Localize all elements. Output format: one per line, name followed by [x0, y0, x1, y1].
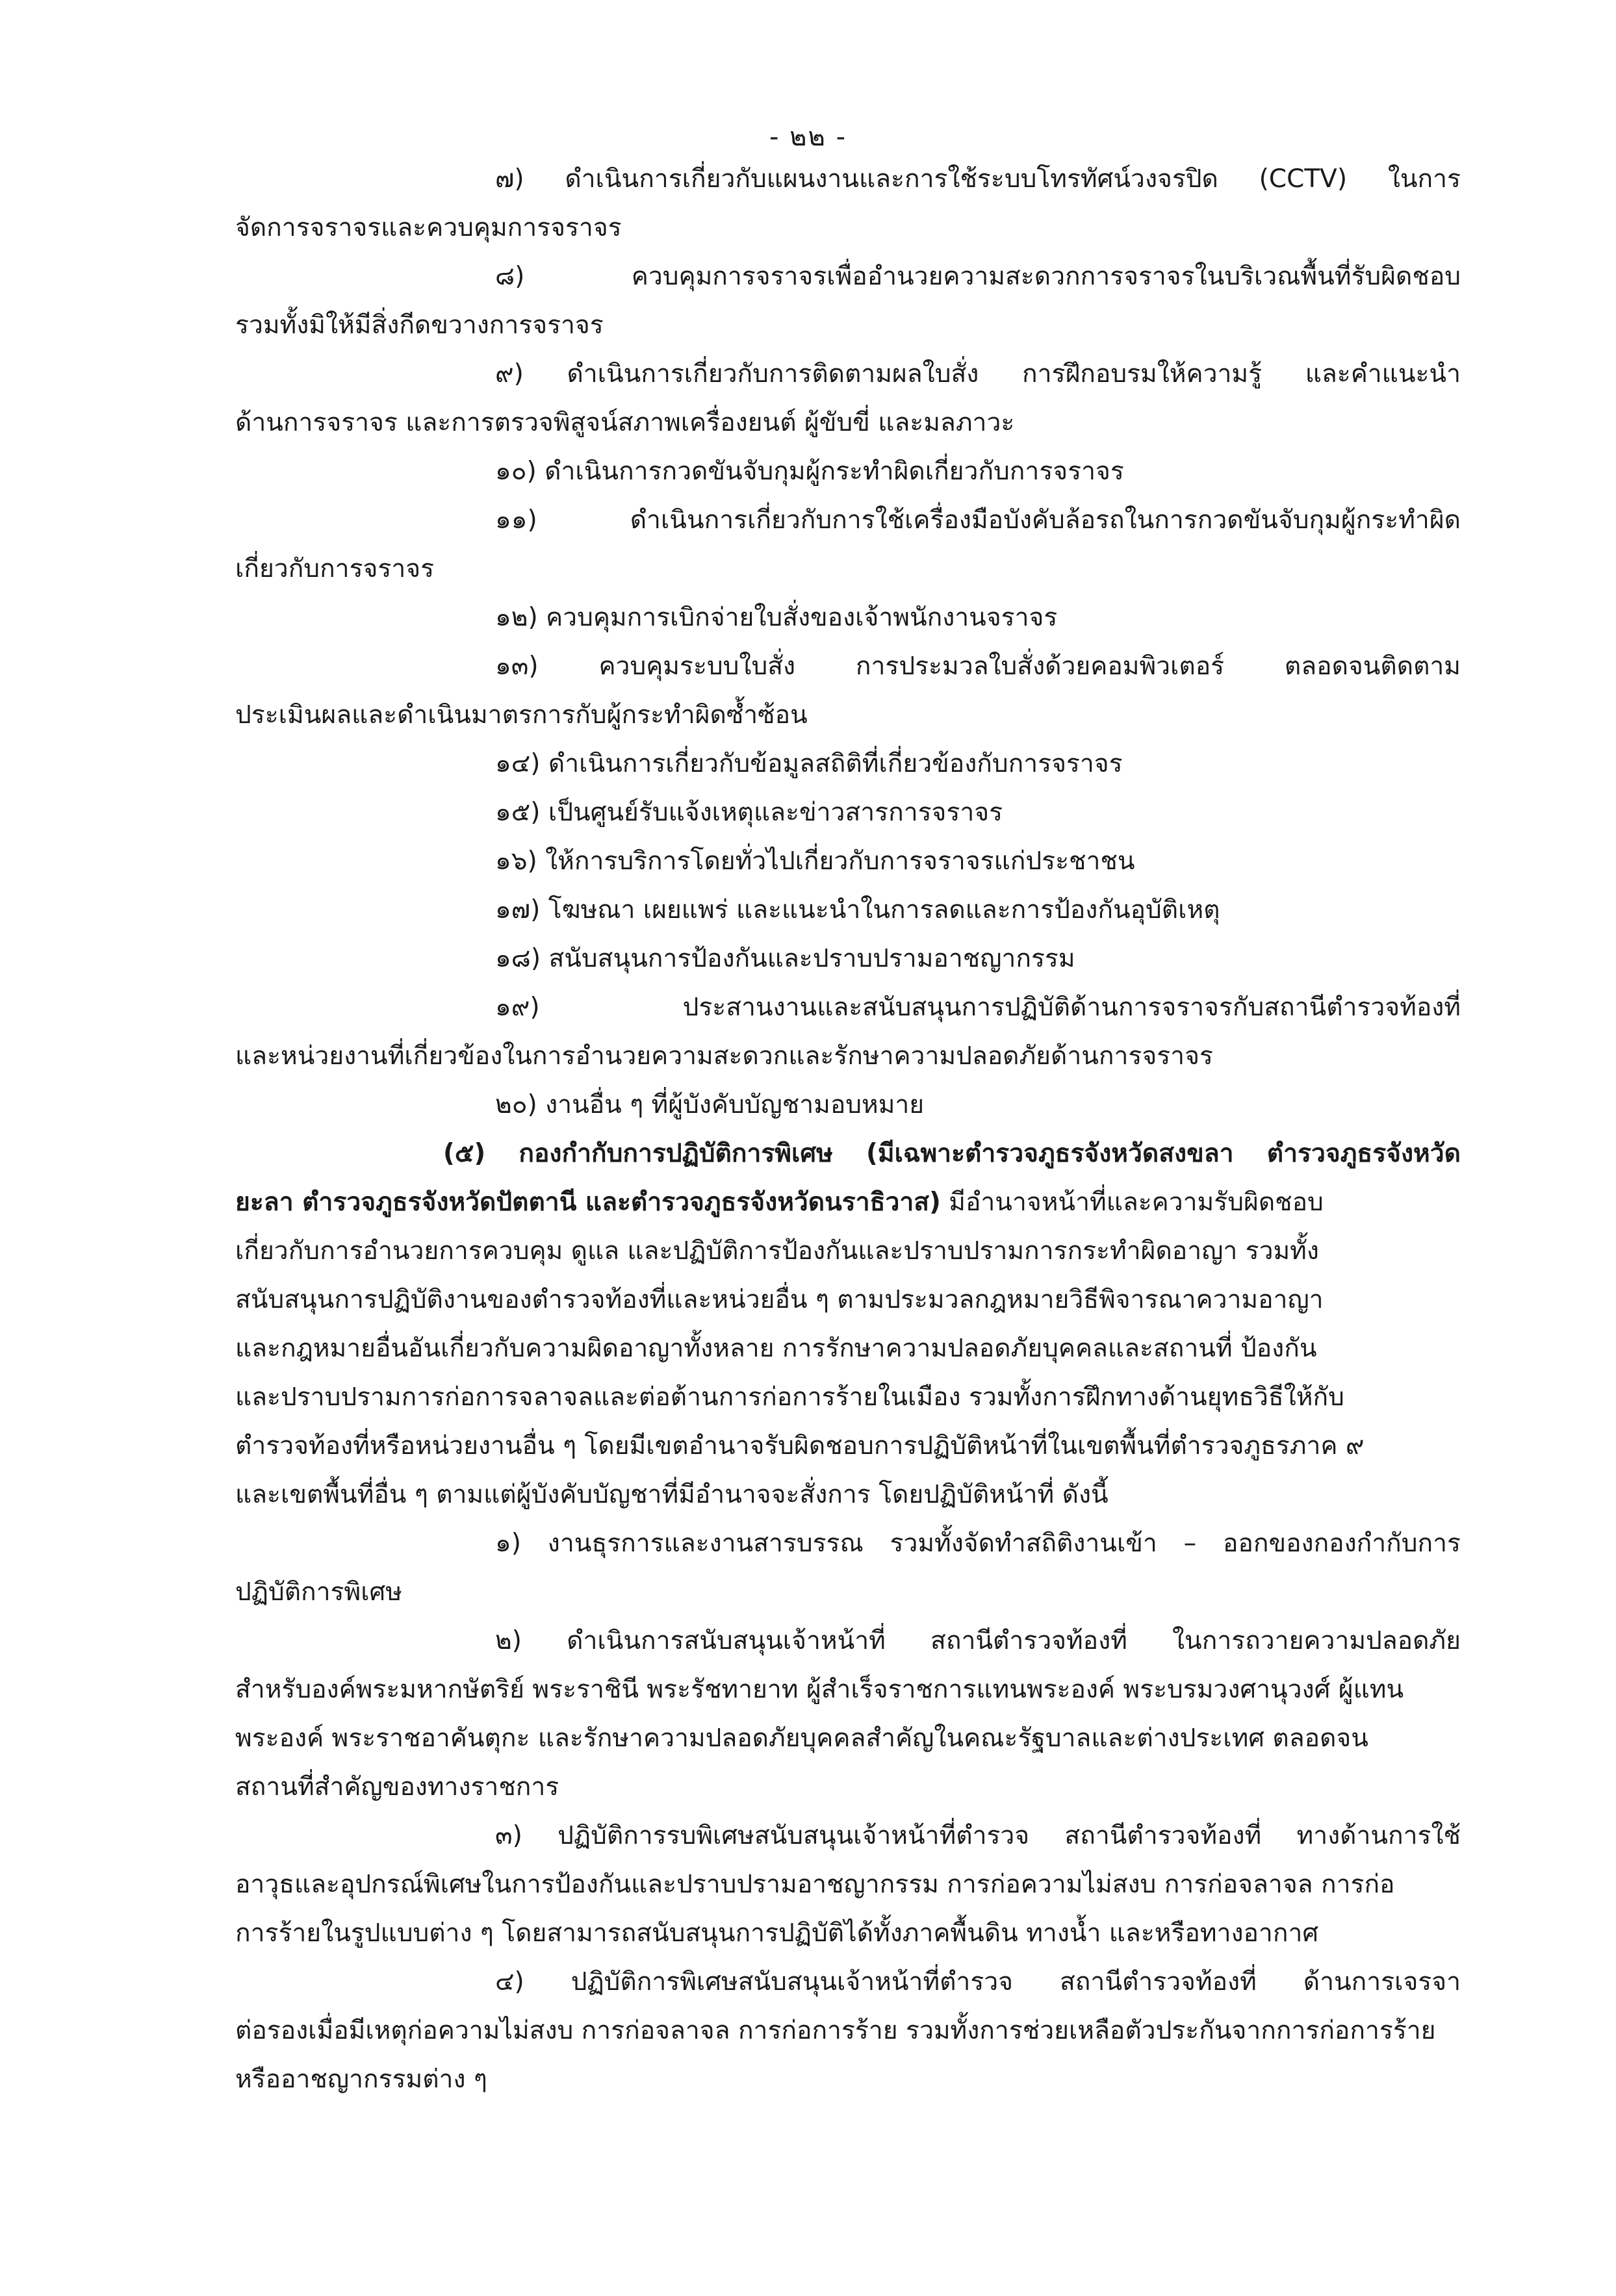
item-continuation: และหน่วยงานที่เกี่ยวข้องในการอำนวยความสะดวกและรักษาความปลอดภัยด้านการจราจร: [235, 1041, 1213, 1071]
item-text: ๙) ดำเนินการเกี่ยวกับการติดตามผลใบสั่ง การฝึกอบรมให้ความรู้ และคำแนะนำ: [495, 359, 1461, 389]
item-text: ๑๒) ควบคุมการเบิกจ่ายใบสั่งของเจ้าพนักงานจราจร: [495, 603, 1058, 632]
item-continuation: ปฏิบัติการพิเศษ: [235, 1577, 402, 1607]
section-description-line: สนับสนุนการปฏิบัติงานของตำรวจท้องที่และหน่วยอื่น ๆ ตามประมวลกฎหมายวิธีพิจารณาความอาญา: [235, 1285, 1324, 1314]
document-body: [235, 155, 1461, 2104]
item-text: ๑๘) สนับสนุนการป้องกันและปราบปรามอาชญากรรม: [495, 944, 1075, 973]
item-text: ๑๗) โฆษณา เผยแพร่ และแนะนำในการลดและการป้องกันอุบัติเหตุ: [495, 895, 1220, 925]
section-description-line: ตำรวจท้องที่หรือหน่วยงานอื่น ๆ โดยมีเขตอำนาจรับผิดชอบการปฏิบัติหน้าที่ในเขตพื้นที่ตำรวจภูธรภาค ๙: [235, 1431, 1365, 1461]
section-heading-line2: [235, 1178, 1461, 1227]
section-description-line: และเขตพื้นที่อื่น ๆ ตามแต่ผู้บังคับบัญชาที่มีอำนาจจะสั่งการ โดยปฏิบัติหน้าที่ ดังนี้: [235, 1480, 1109, 1509]
list-item: [235, 350, 1461, 447]
item-text: ๑๐) ดำเนินการกวดขันจับกุมผู้กระทำผิดเกี่ยวกับการจราจร: [495, 457, 1124, 486]
list-item: [235, 1080, 1461, 1129]
list-item: [235, 252, 1461, 350]
item-continuation: จัดการจราจรและควบคุมการจราจร: [235, 213, 622, 242]
item-text: ๗) ดำเนินการเกี่ยวกับแผนงานและการใช้ระบบโทรทัศน์วงจรปิด (CCTV) ในการ: [495, 164, 1461, 194]
section-5: [235, 1129, 1461, 1519]
item-continuation: อาวุธและอุปกรณ์พิเศษในการป้องกันและปราบปรามอาชญากรรม การก่อความไม่สงบ การก่อจลาจล การก่อ: [235, 1870, 1395, 1899]
list-item: [235, 934, 1461, 983]
section-heading: (๕) กองกำกับการปฏิบัติการพิเศษ (มีเฉพาะตำรวจภูธรจังหวัดสงขลา ตำรวจภูธรจังหวัด: [443, 1139, 1461, 1168]
list-item: [235, 1616, 1461, 1811]
item-text: ๒) ดำเนินการสนับสนุนเจ้าหน้าที่ สถานีตำรวจท้องที่ ในการถวายความปลอดภัย: [495, 1626, 1461, 1655]
list-item: [235, 837, 1461, 886]
item-text: ๒๐) งานอื่น ๆ ที่ผู้บังคับบัญชามอบหมาย: [495, 1090, 925, 1119]
item-text: ๑๓) ควบคุมระบบใบสั่ง การประมวลใบสั่งด้วยคอมพิวเตอร์ ตลอดจนติดตาม: [495, 652, 1461, 681]
item-continuation: พระองค์ พระราชอาคันตุกะ และรักษาความปลอดภัยบุคคลสำคัญในคณะรัฐบาลและต่างประเทศ ตลอดจน: [235, 1724, 1368, 1753]
item-text: ๓) ปฏิบัติการรบพิเศษสนับสนุนเจ้าหน้าที่ตำรวจ สถานีตำรวจท้องที่ ทางด้านการใช้: [495, 1821, 1461, 1850]
section-description-start: มีอำนาจหน้าที่และความรับผิดชอบ: [940, 1188, 1324, 1217]
item-continuation: ประเมินผลและดำเนินมาตรการกับผู้กระทำผิดซ้ำซ้อน: [235, 700, 808, 730]
list-item: [235, 155, 1461, 252]
item-continuation: สถานที่สำคัญของทางราชการ: [235, 1772, 559, 1802]
list-item: [235, 886, 1461, 934]
section-description-line: เกี่ยวกับการอำนวยการควบคุม ดูแล และปฏิบัติการป้องกันและปราบปรามการกระทำผิดอาญา รวมทั้ง: [235, 1236, 1319, 1266]
section-description-line: และปราบปรามการก่อการจลาจลและต่อต้านการก่อการร้ายในเมือง รวมทั้งการฝึกทางด้านยุทธวิธีให้กับ: [235, 1383, 1344, 1412]
item-continuation: ด้านการจราจร และการตรวจพิสูจน์สภาพเครื่องยนต์ ผู้ขับขี่ และมลภาวะ: [235, 408, 1015, 437]
list-item: [235, 593, 1461, 642]
item-continuation: เกี่ยวกับการจราจร: [235, 554, 435, 583]
list-item: [235, 739, 1461, 788]
item-continuation: รวมทั้งมิให้มีสิ่งกีดขวางการจราจร: [235, 311, 604, 340]
list-item: [235, 496, 1461, 593]
item-text: ๔) ปฏิบัติการพิเศษสนับสนุนเจ้าหน้าที่ตำรวจ สถานีตำรวจท้องที่ ด้านการเจรจา: [495, 1967, 1461, 1996]
section-description-line: และกฎหมายอื่นอันเกี่ยวกับความผิดอาญาทั้งหลาย การรักษาความปลอดภัยบุคคลและสถานที่ ป้องกัน: [235, 1334, 1317, 1363]
list-item: [235, 642, 1461, 739]
item-continuation: หรืออาชญากรรมต่าง ๆ: [235, 2065, 487, 2094]
list-item: [235, 788, 1461, 837]
page-number: - ๒๒ -: [769, 122, 847, 152]
item-continuation: ต่อรองเมื่อมีเหตุก่อความไม่สงบ การก่อจลาจล การก่อการร้าย รวมทั้งการช่วยเหลือตัวประกันจากการก่อการร้าย: [235, 2016, 1436, 2045]
item-text: ๑๕) เป็นศูนย์รับแจ้งเหตุและข่าวสารการจราจร: [495, 798, 1003, 827]
list-item: [235, 447, 1461, 496]
item-text: ๘) ควบคุมการจราจรเพื่ออำนวยความสะดวกการจราจรในบริเวณพื้นที่รับผิดชอบ: [495, 262, 1461, 291]
list-item: [235, 983, 1461, 1080]
item-text: ๑๖) ให้การบริการโดยทั่วไปเกี่ยวกับการจราจรแก่ประชาชน: [495, 847, 1135, 876]
item-continuation: สำหรับองค์พระมหากษัตริย์ พระราชินี พระรัชทายาท ผู้สำเร็จราชการแทนพระองค์ พระบรมวงศานุวงศ์ ผู้แทน: [235, 1675, 1404, 1704]
item-text: ๑) งานธุรการและงานสารบรรณ รวมทั้งจัดทำสถิติงานเข้า – ออกของกองกำกับการ: [495, 1529, 1461, 1558]
section-heading-bold-continuation: ยะลา ตำรวจภูธรจังหวัดปัตตานี และตำรวจภูธรจังหวัดนราธิวาส): [235, 1188, 941, 1217]
list-item: [235, 1958, 1461, 2104]
item-text: ๑๑) ดำเนินการเกี่ยวกับการใช้เครื่องมือบังคับล้อรถในการกวดขันจับกุมผู้กระทำผิด: [495, 505, 1461, 535]
item-continuation: การร้ายในรูปแบบต่าง ๆ โดยสามารถสนับสนุนการปฏิบัติได้ทั้งภาคพื้นดิน ทางน้ำ และหรือทางอากาศ: [235, 1919, 1319, 1948]
item-text: ๑๙) ประสานงานและสนับสนุนการปฏิบัติด้านการจราจรกับสถานีตำรวจท้องที่: [495, 993, 1461, 1022]
list-item: [235, 1811, 1461, 1958]
list-item: [235, 1519, 1461, 1616]
item-text: ๑๔) ดำเนินการเกี่ยวกับข้อมูลสถิติที่เกี่ยวข้องกับการจราจร: [495, 749, 1123, 778]
